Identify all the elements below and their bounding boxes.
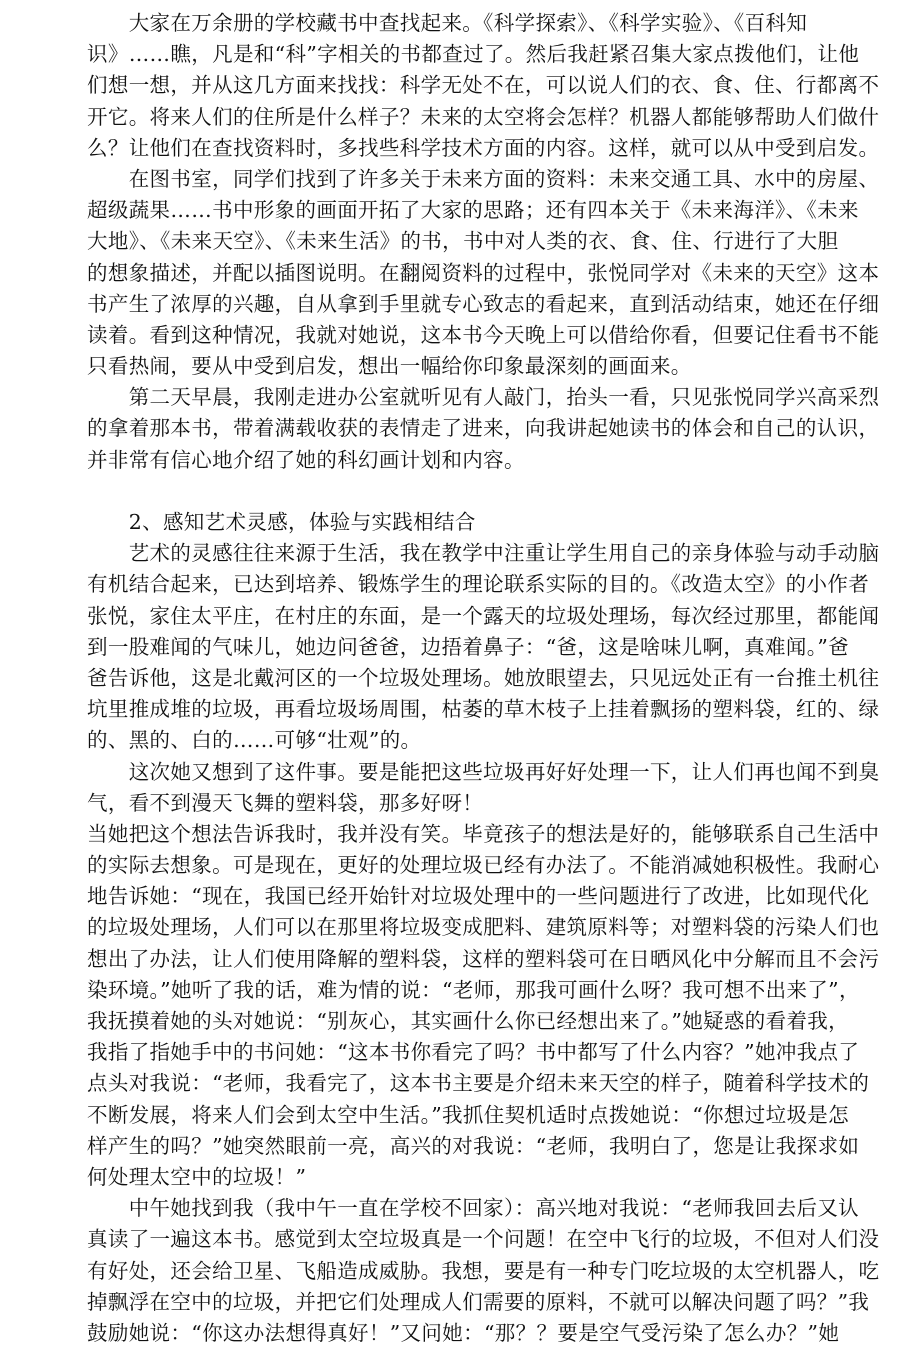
text-line: 我抚摸着她的头对她说：“别灰心，其实画什么你已经想出来了。”她疑惑的看着我， [87, 1009, 850, 1033]
text-line: 们想一想，并从这几方面来找找：科学无处不在，可以说人们的衣、食、住、行都离不 [87, 73, 880, 98]
text-line: 有好处，还会给卫星、飞船造成威胁。我想，要是有一种专门吃垃圾的太空机器人，吃 [87, 1258, 880, 1283]
text-line: 有机结合起来，已达到培养、锻炼学生的理论联系实际的目的。《改造太空》的小作者 [87, 572, 870, 597]
text-line: 这次她又想到了这件事。要是能把这些垃圾再好好处理一下，让人们再也闻不到臭 [87, 759, 880, 784]
text-line: 超级蔬果……书中形象的画面开拓了大家的思路；还有四本关于《未来海洋》、《未来 [87, 198, 859, 223]
text-line: 的拿着那本书，带着满载收获的表情走了进来，向我讲起她读书的体会和自己的认识， [87, 416, 880, 441]
text-line: 掉飘浮在空中的垃圾，并把它们处理成人们需要的原料，不就可以解决问题了吗？”我 [87, 1289, 870, 1314]
text-line: 不断发展，将来人们会到太空中生活。”我抓住契机适时点拨她说：“你想过垃圾是怎 [87, 1102, 850, 1127]
text-line: 大地》、《未来天空》、《未来生活》的书，书中对人类的衣、食、住、行进行了大胆 [87, 229, 839, 254]
text-line: 么？让他们在查找资料时，多找些科学技术方面的内容。这样，就可以从中受到启发。 [87, 135, 880, 160]
blank-line [87, 476, 862, 507]
text-line: 的、黑的、白的……可够“壮观”的。 [87, 728, 422, 753]
text-line: 第二天早晨，我刚走进办公室就听见有人敲门，抬头一看，只见张悦同学兴高采烈 [87, 385, 880, 410]
text-line: 气，看不到漫天飞舞的塑料袋，那多好呀！ [87, 790, 484, 815]
text-line: 读着。看到这种情况，我就对她说，这本书今天晚上可以借给你看，但要记住看书不能 [87, 322, 880, 347]
text-line: 书产生了浓厚的兴趣，自从拿到手里就专心致志的看起来，直到活动结束，她还在仔细 [87, 291, 880, 316]
text-line: 真读了一遍这本书。感觉到太空垃圾真是一个问题！在空中飞行的垃圾，不但对人们没 [87, 1227, 880, 1252]
text-line: 坑里推成堆的垃圾，再看垃圾场周围，枯萎的草木枝子上挂着飘扬的塑料袋，红的、绿 [87, 697, 880, 722]
text-line: 张悦，家住太平庄，在村庄的东面，是一个露天的垃圾处理场，每次经过那里，都能闻 [87, 603, 880, 628]
text-line: 2、感知艺术灵感，体验与实践相结合 [87, 510, 476, 534]
text-line: 爸告诉他，这是北戴河区的一个垃圾处理场。她放眼望去，只见远处正有一台推土机往 [87, 665, 880, 690]
text-line: 染环境。”她听了我的话，难为情的说：“老师，那我可画什么呀？我可想不出来了”， [87, 977, 860, 1002]
text-line: 的想象描述，并配以插图说明。在翻阅资料的过程中，张悦同学对《未来的天空》这本 [87, 260, 880, 285]
text-line: 识》……瞧，凡是和“科”字相关的书都查过了。然后我赶紧召集大家点拨他们，让他 [87, 42, 860, 67]
text-line: 的垃圾处理场，人们可以在那里将垃圾变成肥料、建筑原料等；对塑料袋的污染人们也 [87, 915, 880, 940]
text-line: 鼓励她说：“你这办法想得真好！”又问她：“那？？要是空气受污染了怎么办？”她 [87, 1320, 840, 1345]
text-line: 点头对我说：“老师，我看完了，这本书主要是介绍未来天空的样子，随着科学技术的 [87, 1071, 870, 1096]
text-line: 的实际去想象。可是现在，更好的处理垃圾已经有办法了。不能消减她积极性。我耐心 [87, 853, 880, 878]
text-line: 大家在万余册的学校藏书中查找起来。《科学探索》、《科学实验》、《百科知 [87, 11, 808, 35]
text-line: 当她把这个想法告诉我时，我并没有笑。毕竟孩子的想法是好的，能够联系自己生活中 [87, 821, 880, 846]
text-line: 艺术的灵感往往来源于生活，我在教学中注重让学生用自己的亲身体验与动手动脑 [87, 541, 880, 566]
text-line: 想出了办法，让人们使用降解的塑料袋，这样的塑料袋可在日晒风化中分解而且不会污 [87, 946, 880, 971]
text-line: 在图书室，同学们找到了许多关于未来方面的资料：未来交通工具、水中的房屋、 [87, 166, 880, 191]
text-line: 只看热闹，要从中受到启发，想出一幅给你印象最深刻的画面来。 [87, 354, 692, 379]
text-line: 我指了指她手中的书问她：“这本书你看完了吗？书中都写了什么内容？”她冲我点了 [87, 1040, 860, 1065]
text-line: 到一股难闻的气味儿，她边问爸爸，边捂着鼻子：“爸，这是啥味儿啊，真难闻。”爸 [87, 634, 850, 659]
text-line: 开它。将来人们的住所是什么样子？未来的太空将会怎样？机器人都能够帮助人们做什 [87, 104, 880, 129]
text-line: 样产生的吗？”她突然眼前一亮，高兴的对我说：“老师，我明白了，您是让我探求如 [87, 1133, 860, 1158]
text-line: 并非常有信心地介绍了她的科幻画计划和内容。 [87, 447, 525, 472]
text-line: 地告诉她：“现在，我国已经开始针对垃圾处理中的一些问题进行了改进，比如现代化 [87, 884, 870, 909]
text-line: 何处理太空中的垃圾！” [87, 1164, 307, 1189]
document-body [87, 8, 880, 1349]
text-line: 中午她找到我（我中午一直在学校不回家）：高兴地对我说：“老师我回去后又认 [87, 1196, 860, 1221]
